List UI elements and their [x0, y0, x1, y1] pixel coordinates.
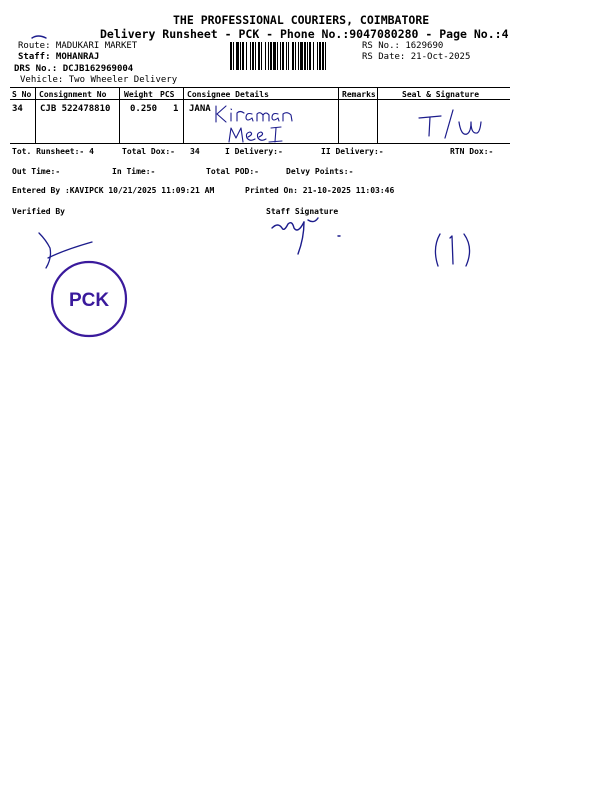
row-pcs: 1	[173, 104, 179, 114]
total-pod-label: Total POD:-	[206, 167, 259, 176]
barcode-bar	[268, 42, 269, 70]
total-dox-label: Total Dox:-	[122, 147, 175, 156]
barcode-bar	[230, 42, 232, 70]
col-divider	[377, 87, 378, 143]
total-dox-value: 34	[190, 147, 200, 156]
barcode-bar	[242, 42, 244, 70]
handwritten-consignee-name	[212, 100, 307, 144]
verified-by-label: Verified By	[12, 207, 65, 216]
row-weight: 0.250	[130, 104, 158, 114]
pck-stamp	[50, 260, 128, 338]
col-header-seal: Seal & Signature	[402, 90, 480, 99]
in-time-label: In Time:-	[112, 167, 156, 176]
barcode-bar	[282, 42, 284, 70]
barcode-bar	[277, 42, 278, 70]
barcode-bar	[288, 42, 289, 70]
col-header-remarks: Remarks	[342, 90, 376, 99]
barcode-bar	[286, 42, 287, 70]
delvy-points-label: Delvy Points:-	[286, 167, 354, 176]
row-consignee: JANA	[189, 104, 211, 114]
stamp-text: PCK	[68, 290, 110, 311]
row-consignment-number: CJB 522478810	[40, 104, 111, 114]
col-header-consignee: Consignee Details	[187, 90, 269, 99]
barcode-bar	[309, 42, 311, 70]
entered-by: Entered By :KAVIPCK 10/21/2025 11:09:21 AM	[12, 186, 215, 195]
barcode-bar	[307, 42, 308, 70]
staff-signature	[268, 214, 360, 264]
barcode-bar	[322, 42, 324, 70]
barcode-bar	[233, 42, 234, 70]
page-mark	[428, 228, 478, 272]
company-title: THE PROFESSIONAL COURIERS, COIMBATORE	[173, 13, 430, 27]
col-divider	[338, 87, 339, 143]
row-sno: 34	[12, 104, 23, 114]
barcode	[230, 42, 357, 70]
barcode-bar	[319, 42, 321, 70]
barcode-bar	[240, 42, 241, 70]
staff-label: Staff: MOHANRAJ	[18, 52, 100, 62]
col-divider	[119, 87, 120, 143]
route-label: Route: MADUKARI MARKET	[18, 41, 138, 51]
rs-date: RS Date: 21-Oct-2025	[362, 52, 471, 62]
barcode-bar	[265, 42, 266, 70]
handwritten-seal-note	[415, 108, 490, 144]
col-header-pcs: PCS	[160, 90, 175, 99]
barcode-bar	[298, 42, 299, 70]
barcode-bar	[250, 42, 251, 70]
barcode-bar	[292, 42, 294, 70]
staff-signature-label: Staff Signature	[266, 207, 339, 216]
barcode-bar	[280, 42, 281, 70]
col-header-consignment: Consignment No	[39, 90, 107, 99]
barcode-bar	[258, 42, 260, 70]
barcode-bar	[252, 42, 254, 70]
barcode-bar	[313, 42, 314, 70]
barcode-bar	[255, 42, 256, 70]
col-divider	[35, 87, 36, 143]
rs-number: RS No.: 1629690	[362, 41, 444, 51]
barcode-bar	[246, 42, 247, 70]
barcode-bar	[270, 42, 272, 70]
barcode-bar	[325, 42, 326, 70]
barcode-bar	[304, 42, 306, 70]
col-header-weight: Weight	[124, 90, 153, 99]
vehicle-label: Vehicle: Two Wheeler Delivery	[20, 75, 178, 85]
runsheet-subtitle: Delivery Runsheet - PCK - Phone No.:9047080280 - Page No.:4	[100, 27, 509, 41]
drs-number: DRS No.: DCJB162969004	[14, 64, 134, 74]
printed-on: Printed On: 21-10-2025 11:03:46	[245, 186, 395, 195]
barcode-bar	[295, 42, 296, 70]
tot-runsheet: Tot. Runsheet:- 4	[12, 147, 94, 156]
i-delivery-label: I Delivery:-	[225, 147, 283, 156]
table-top-rule	[10, 87, 510, 88]
barcode-bar	[300, 42, 303, 70]
barcode-bar	[317, 42, 318, 70]
barcode-bar	[261, 42, 262, 70]
rtn-dox-label: RTN Dox:-	[450, 147, 494, 156]
col-divider	[183, 87, 184, 143]
pen-mark	[30, 33, 48, 41]
barcode-bar	[236, 42, 239, 70]
barcode-bar	[273, 42, 276, 70]
col-header-sno: S No	[12, 90, 32, 99]
out-time-label: Out Time:-	[12, 167, 61, 176]
ii-delivery-label: II Delivery:-	[321, 147, 384, 156]
